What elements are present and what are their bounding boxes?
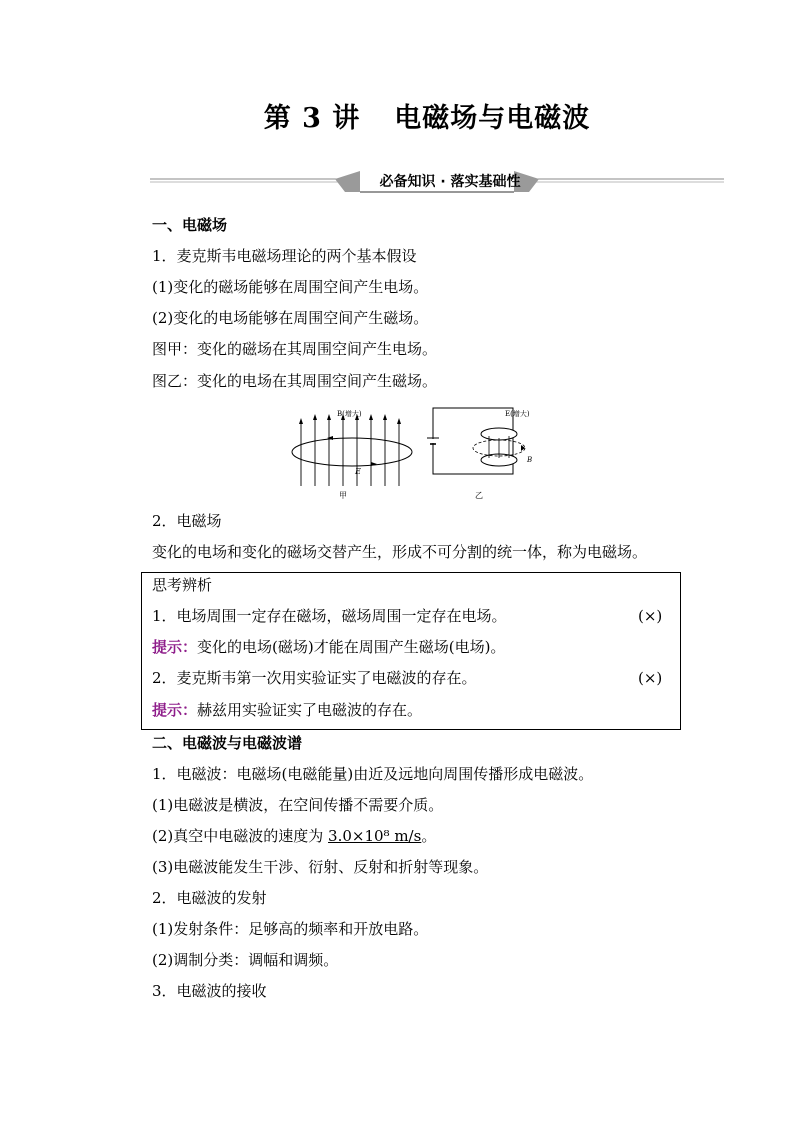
figure-b-label: 乙 — [475, 491, 483, 500]
think-answer-1 — [152, 637, 505, 657]
hypothesis-2: (2)变化的电场能够在周围空间产生磁场。 — [152, 309, 429, 327]
em-field-figure — [287, 404, 547, 504]
answer-2-text: 赫兹用实验证实了电磁波的存在。 — [197, 701, 423, 719]
lecture-topic: 电磁场与电磁波 — [394, 103, 591, 134]
em-wave-property-2 — [152, 826, 436, 846]
section1-item1-title: 1．麦克斯韦电磁场理论的两个基本假设 — [152, 247, 417, 265]
think-question-1: 1．电场周围一定存在磁场，磁场周围一定存在电场。 — [152, 607, 507, 625]
answer-1-text: 变化的电场(磁场)才能在周围产生磁场(电场)。 — [197, 638, 506, 656]
b-label: B — [527, 456, 533, 464]
em-wave-property-3: (3)电磁波能发生干涉、衍射、反射和折射等现象。 — [152, 858, 489, 876]
figure-a — [292, 409, 412, 500]
b-increase-label: B(增大) — [337, 410, 362, 418]
em-wave-property-1: (1)电磁波是横波，在空间传播不需要介质。 — [152, 796, 444, 814]
figure-b-description: 图乙：变化的电场在其周围空间产生磁场。 — [152, 372, 438, 390]
hint-label: 提示： — [152, 701, 198, 719]
section2-item3: 3．电磁波的接收 — [152, 982, 267, 1000]
think-mark-1: (×) — [638, 607, 663, 625]
think-title: 思考辨析 — [152, 576, 213, 594]
hypothesis-1: (1)变化的磁场能够在周围空间产生电场。 — [152, 278, 429, 296]
figure-diagram — [287, 404, 547, 504]
section1-heading: 一、电磁场 — [152, 216, 228, 234]
lecture-number: 第 3 讲 — [263, 103, 361, 134]
speed-prefix: (2)真空中电磁波的速度为 — [152, 827, 329, 845]
modulation-types: (2)调制分类：调幅和调频。 — [152, 951, 339, 969]
think-question-2: 2．麦克斯韦第一次用实验证实了电磁波的存在。 — [152, 669, 477, 687]
e-label: E — [355, 467, 361, 476]
think-answer-2 — [152, 700, 422, 720]
hint-label: 提示： — [152, 638, 198, 656]
speed-suffix: 。 — [421, 827, 437, 845]
emission-condition: (1)发射条件：足够高的频率和开放电路。 — [152, 920, 429, 938]
section1-item2-title: 2．电磁场 — [152, 512, 222, 530]
section2-item1: 1．电磁波：电磁场(电磁能量)由近及远地向周围传播形成电磁波。 — [152, 765, 594, 783]
figure-b — [427, 408, 532, 500]
banner-text: 必备知识 · 落实基础性 — [379, 174, 521, 190]
section-banner — [150, 170, 724, 194]
think-mark-2: (×) — [638, 669, 663, 687]
figure-a-description: 图甲：变化的磁场在其周围空间产生电场。 — [152, 340, 438, 358]
page-title — [0, 96, 794, 135]
section2-heading: 二、电磁波与电磁波谱 — [152, 734, 303, 752]
section2-item2: 2．电磁波的发射 — [152, 889, 267, 907]
figure-a-label: 甲 — [339, 491, 347, 500]
section1-item2-text: 变化的电场和变化的磁场交替产生，形成不可分割的统一体，称为电磁场。 — [152, 543, 648, 561]
e-increase-label: E(增大) — [505, 410, 530, 418]
speed-value: 3.0×10⁸ m/s — [328, 827, 422, 845]
